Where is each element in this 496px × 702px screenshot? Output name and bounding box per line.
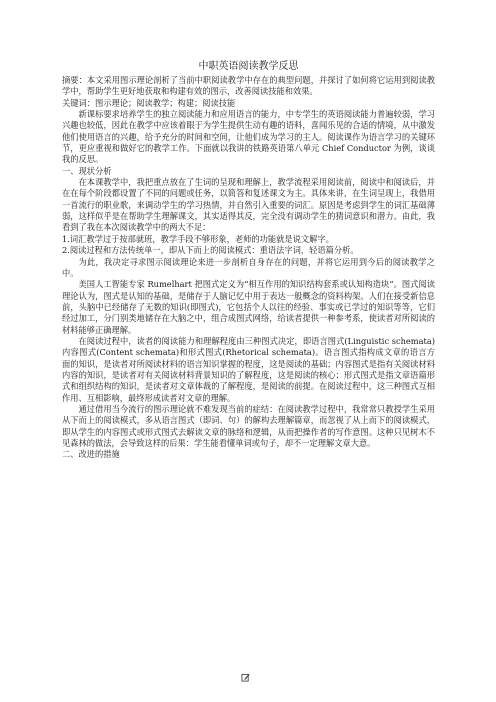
keywords-line: 关键词：图示理论；阅读教学；构建；阅读技能 [62, 97, 236, 108]
document-page [62, 60, 435, 461]
section-heading-improvement: 二、改进的措施 [62, 449, 120, 460]
shortcoming-item-2: 2.阅读过程和方法传统单一，即从下而上的阅读模式：重语法字词，轻语篇分析。 [62, 245, 359, 256]
analysis-paragraph-4: 在阅读过程中，读者的阅读能力和理解程度由三种图式决定，即语言图式(Linguistic schemata)内容图式(Content schemata)和形式图式(Rhetorical schemata)。语言图式指构成文章的语言方面的知识，是读者对所阅读材料的语言知识掌握的程度，这是阅读的基础；内容图式是指有关阅读材料内容的知识，是读者对有关阅读材料背景知识的了解程度，这是阅读的核心；形式图式是指文章语篇形式和组织结构的知识，是读者对文章体裁的了解程度，是阅读的前提。在阅读过程中，这三种图式互相作用、互相影响，最终形成读者对文章的理解。 [62, 335, 435, 403]
edit-note-icon [241, 673, 250, 682]
shortcoming-item-1: 1.词汇教学过于按部就班，教学手段不够形象，老师的功能就是说文解字。 [62, 233, 334, 244]
abstract-paragraph: 摘要：本文采用图示理论剖析了当前中职阅读教学中存在的典型问题，并探讨了如何将它运用到阅读教学中，帮助学生更好地获取和构建有效的图示，改善阅读技能和效果。 [62, 75, 435, 97]
document-title: 中职英语阅读教学反思 [198, 61, 299, 72]
section-heading-analysis: 一、现状分析 [62, 165, 112, 176]
analysis-paragraph-3: 美国人工智能专家 Rumelhart 把图式定义为“相互作用的知识结构套系或认知构造块”。图式阅读理论认为，图式是认知的基础，是储存于人脑记忆中用于表达一般概念的资料构架。人们在接受新信息前，头脑中已经储存了无数的知识(即图式)，它包括个人以往的经验、事实或已学过的知识等等，它们经过加工，分门别类地储存在大脑之中，组合成图式网络，给读者提供一种参考系，使读者对所阅读的材料能够正确理解。 [62, 279, 435, 335]
analysis-paragraph-2: 为此，我决定寻求图示阅读理论来进一步剖析自身存在的问题，并将它运用到今后的阅读教学之中。 [62, 256, 435, 278]
analysis-paragraph-5: 通过借用当今流行的图示理论就不难发现当前的症结：在阅读教学过程中，我常常只教授学生采用从下而上的阅读模式，多从语言图式（即词、句）的解构去理解篇章，而忽视了从上而下的阅读模式，即从学生的内容图式或形式图式去解读文章的脉络和逻辑，从而把操作者的写作意图。这种只见树木不见森林的做法，会导致这样的后果：学生能看懂单词或句子，却不一定理解文章大意。 [62, 403, 435, 448]
intro-paragraph: 新课标要求培养学生的独立阅读能力和应用语言的能力，中专学生的英语阅读能力普遍较弱，学习兴趣也较低，因此在教学中应该着眼于为学生提供生动有趣的语料，喜闻乐见的合适的情境，从中激发他们使用语言的兴趣，给予充分的时间和空间，让他们成为学习的主人。阅读课作为语言学习的关键环节，更应重视和做好它的教学工作。下面就以我讲的铁路英语第八单元 Chief Conductor 为例，谈谈我的反思。 [62, 109, 435, 165]
analysis-paragraph-1: 在本课教学中，我把重点放在了生词的呈现和理解上，教学流程采用阅读前，阅读中和阅读后，并在在每个阶段都设置了不同的问题或任务，以简答和复述课文为主。具体来讲，在生词呈现上，我借用一首流行的职业歌，来调动学生的学习热情，并自然引入重要的词汇。原因是考虑到学生的词汇基础薄弱，这样似乎是在帮助学生理解课文，其实适得其反，完全没有调动学生的猜词意识和潜力。由此，我看到了我在本次阅读教学中的两大不足： [62, 177, 435, 233]
